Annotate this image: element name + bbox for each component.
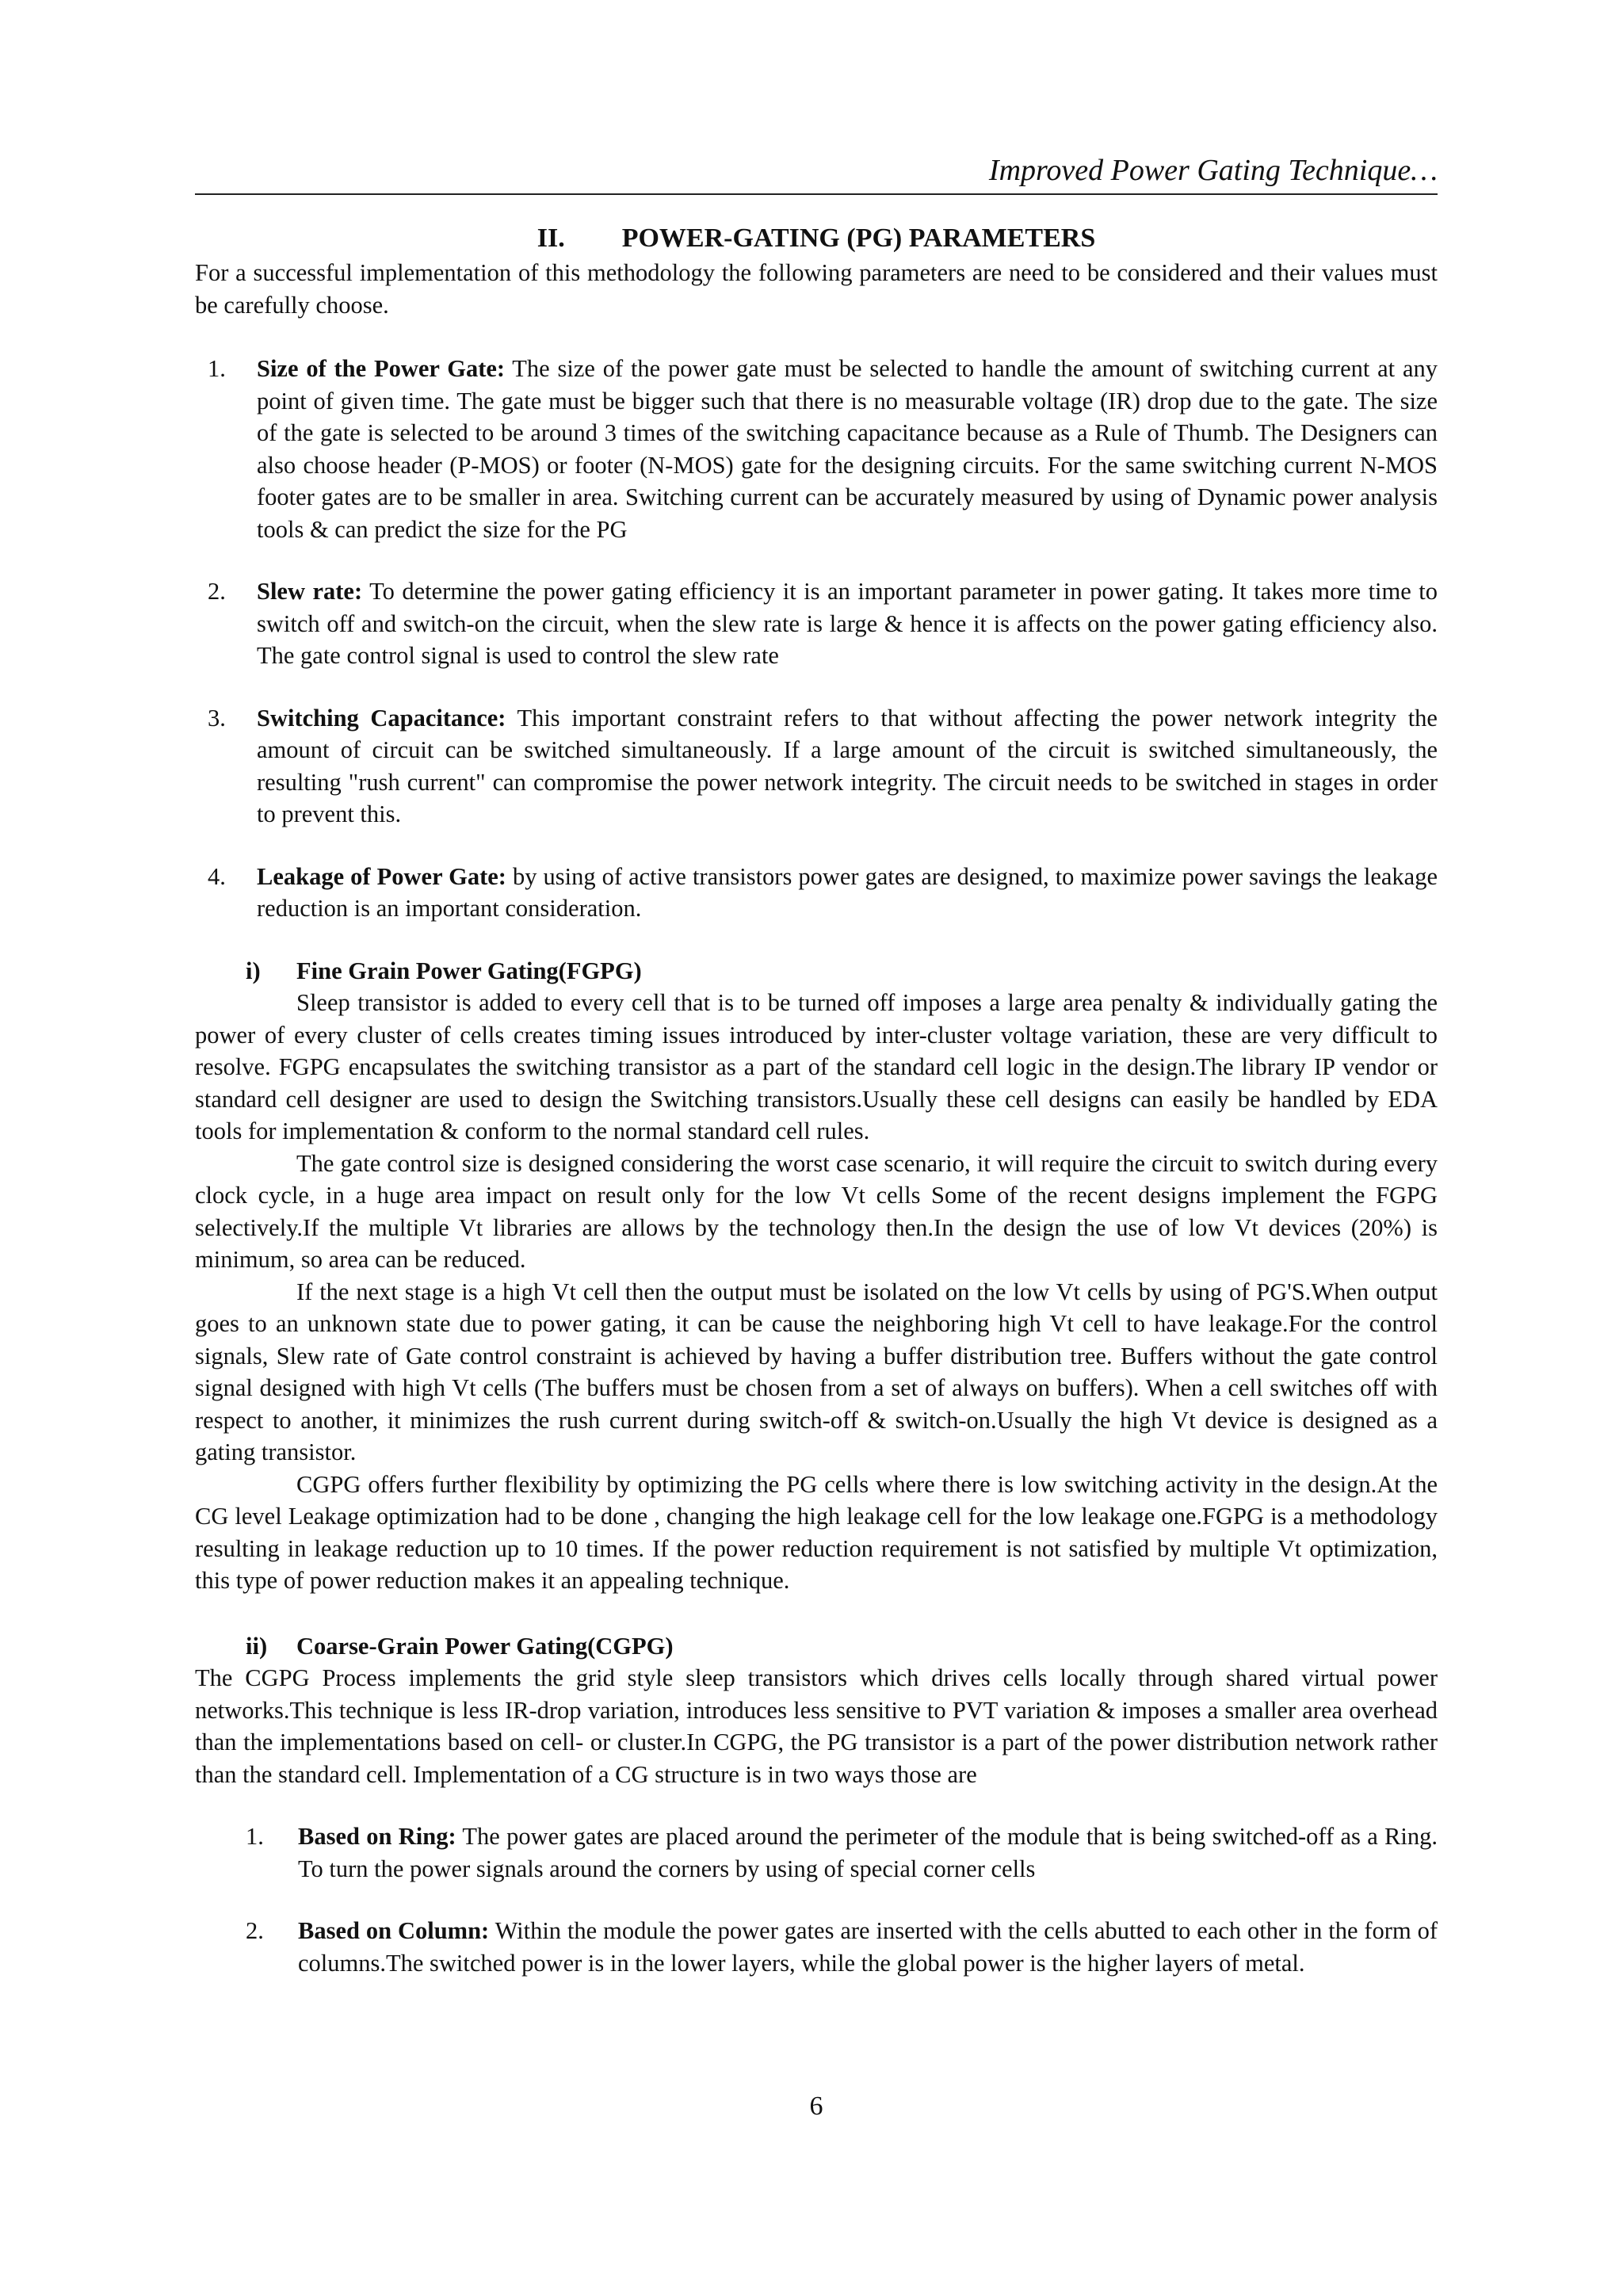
section-gap: [195, 1597, 1438, 1627]
subheading-title: Fine Grain Power Gating(FGPG): [296, 957, 642, 984]
section-intro: For a successful implementation of this methodology the following parameters are need to be considered and their values must be carefully choose.: [195, 259, 1438, 319]
parameter-item-size: [195, 353, 1438, 545]
subheading-title: Coarse-Grain Power Gating(CGPG): [296, 1632, 674, 1660]
way-text: Within the module the power gates are inserted with the cells abutted to each other in the form of columns.The switched power is in the lower layers, while the global power is the higher layers of metal.: [298, 1917, 1438, 1977]
section-number: II.: [537, 223, 565, 253]
page-number: 6: [809, 2092, 823, 2121]
page-body: [195, 220, 1438, 2009]
subheading-marker: ii): [246, 1632, 268, 1660]
parameter-text: by using of active transistors power gates are designed, to maximize power savings the leakage reduction is an important consideration.: [257, 862, 1438, 922]
fgpg-paragraph: If the next stage is a high Vt cell then the output must be isolated on the low Vt cells by using of PG'S.When output goes to an unknown state due to power gating, it can be cause the neighboring high Vt cell to have leakage.For the control signals, Slew rate of Gate control constraint is achieved by having a buffer distribution tree. Buffers without the gate control signal designed with high Vt cells (The buffers must be chosen from a set of always on buffers). When a cell switches off with respect to another, it minimizes the rush current during switch-off & switch-on.Usually the high Vt device is designed as a gating transistor.: [195, 1278, 1438, 1465]
way-text: The power gates are placed around the perimeter of the module that is being switched-off as a Ring. To turn the power signals around the corners by using of special corner cells: [298, 1823, 1438, 1882]
section-heading: [195, 220, 1438, 257]
parameter-text: This important constraint refers to that without affecting the power network integrity the amount of circuit can be switched simultaneously. If a large amount of the circuit is switched simultaneously, the resulting "rush current" can compromise the power network integrity. The circuit needs to be switched in stages in order to prevent this.: [257, 704, 1438, 827]
fgpg-paragraph: CGPG offers further flexibility by optimizing the PG cells where there is low switching activity in the design.At the CG level Leakage optimization had to be done , changing the high leakage cell for the low leakage one.FGPG is a methodology resulting in leakage reduction up to 10 times. If the power reduction requirement is not satisfied by multiple Vt optimization, this type of power reduction makes it an appealing technique.: [195, 1470, 1438, 1594]
fgpg-heading: [195, 955, 1438, 988]
parameter-list: [195, 353, 1438, 925]
parameter-term: Leakage of Power Gate:: [257, 862, 506, 890]
list-marker: 2.: [208, 578, 226, 605]
list-marker: 1.: [208, 355, 226, 382]
header-rule: [195, 193, 1438, 195]
parameter-text: The size of the power gate must be selected to handle the amount of switching current at any point of given time. The gate must be bigger such that there is no measurable voltage (IR) drop due to the gate. The size of the gate is selected to be around 3 times of the switching capacitance because as a Rule of Thumb. The Designers can also choose header (P-MOS) or footer (N-MOS) gate for the designing circuits. For the same switching current N-MOS footer gates are to be smaller in area. Switching current can be accurately measured by using of Dynamic power analysis tools & can predict the size for the PG: [257, 355, 1438, 543]
cgpg-way-ring: [195, 1820, 1438, 1885]
cgpg-heading: [195, 1630, 1438, 1663]
parameter-text: To determine the power gating efficiency it is an important parameter in power gating. It takes more time to switch off and switch-on the circuit, when the slew rate is large & hence it is affects on the power gating efficiency also. The gate control signal is used to control the slew rate: [257, 578, 1438, 669]
way-term: Based on Column:: [298, 1917, 490, 1944]
parameter-item-leakage: [195, 861, 1438, 925]
list-marker: 4.: [208, 862, 226, 890]
list-marker: 1.: [246, 1823, 264, 1850]
running-header: Improved Power Gating Technique…: [988, 154, 1438, 187]
fgpg-paragraph: Sleep transistor is added to every cell that is to be turned off imposes a large area penalty & individually gating the power of every cluster of cells creates timing issues introduced by inter-cluster voltage variation, these are very difficult to resolve. FGPG encapsulates the switching transistor as a part of the standard cell logic in the design.The library IP vendor or standard cell designer are used to design the Switching transistors.Usually these cell designs can easily be handled by EDA tools for implementation & conform to the normal standard cell rules.: [195, 989, 1438, 1144]
parameter-term: Size of the Power Gate:: [257, 355, 506, 382]
list-marker: 3.: [208, 704, 226, 732]
section-gap: [195, 1790, 1438, 1820]
fgpg-paragraph: The gate control size is designed considering the worst case scenario, it will require the circuit to switch during every clock cycle, in a huge area impact on result only for the low Vt cells Some of the recent designs implement the FGPG selectively.If the multiple Vt libraries are allows by the technology then.In the design the use of low Vt devices (20%) is minimum, so area can be reduced.: [195, 1149, 1438, 1273]
section-title: POWER-GATING (PG) PARAMETERS: [621, 223, 1096, 253]
cgpg-paragraph: The CGPG Process implements the grid style sleep transistors which drives cells locally through shared virtual power networks.This technique is less IR-drop variation, introduces less sensitive to PVT variation & imposes a smaller area overhead than the implementations based on cell- or cluster.In CGPG, the PG transistor is a part of the power distribution network rather than the standard cell. Implementation of a CG structure is in two ways those are: [195, 1664, 1438, 1788]
cgpg-ways-list: [195, 1820, 1438, 1979]
list-marker: 2.: [246, 1917, 264, 1944]
parameter-item-slew-rate: [195, 575, 1438, 672]
cgpg-way-column: [195, 1915, 1438, 1979]
subheading-marker: i): [246, 957, 261, 984]
parameter-term: Switching Capacitance:: [257, 704, 506, 732]
parameter-item-switching-capacitance: [195, 702, 1438, 831]
way-term: Based on Ring:: [298, 1823, 456, 1850]
parameter-term: Slew rate:: [257, 578, 363, 605]
